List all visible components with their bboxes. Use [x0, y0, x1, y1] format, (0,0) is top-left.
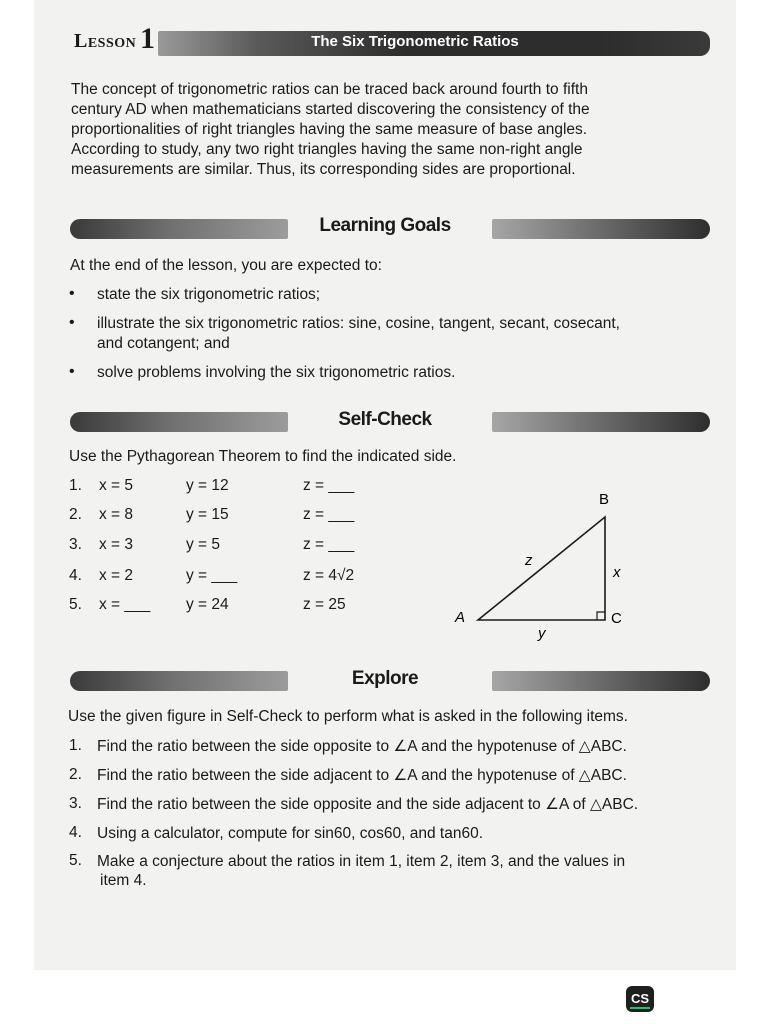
- lesson-number: 1: [140, 22, 155, 55]
- value-y: y = 24: [186, 596, 229, 613]
- value-y: y = ___: [186, 567, 238, 584]
- value-z: z = ___: [303, 477, 355, 494]
- explore-item-5-cont: item 4.: [100, 872, 147, 889]
- lesson-title: The Six Trigonometric Ratios: [311, 33, 519, 50]
- learning-goals-lead: At the end of the lesson, you are expected to:: [70, 257, 382, 274]
- explore-item-2: Find the ratio between the side adjacent to ∠A and the hypotenuse of △ABC.: [97, 767, 627, 784]
- item-number: 5.: [69, 596, 82, 613]
- self-check-banner-right: [492, 412, 710, 432]
- side-z-label: z: [525, 552, 533, 569]
- learning-goal-1: state the six trigonometric ratios;: [97, 286, 321, 303]
- intro-line-5: measurements are similar. Thus, its corresponding sides are proportional.: [71, 161, 576, 178]
- vertex-c-label: C: [611, 610, 622, 627]
- value-z: z = ___: [303, 506, 355, 523]
- self-check-title: Self-Check: [338, 409, 432, 430]
- item-number: 2.: [69, 766, 82, 783]
- item-number: 4.: [69, 824, 82, 841]
- lesson-label: Lesson: [74, 30, 137, 52]
- camscanner-logo-icon: CS: [626, 986, 654, 1012]
- learning-goals-banner-left: [70, 219, 288, 239]
- explore-item-5: Make a conjecture about the ratios in item 1, item 2, item 3, and the values in: [97, 853, 626, 870]
- value-x: x = 5: [99, 477, 134, 494]
- value-x: x = 3: [99, 536, 134, 553]
- value-x: x = 8: [99, 506, 134, 523]
- value-y: y = 12: [186, 477, 229, 494]
- side-x-label: x: [613, 564, 621, 581]
- learning-goals-banner-right: [492, 219, 710, 239]
- bullet-icon: •: [69, 363, 75, 380]
- item-number: 3.: [69, 795, 82, 812]
- item-number: 5.: [69, 852, 82, 869]
- value-z: z = 4√2: [303, 567, 355, 584]
- intro-line-4: According to study, any two right triangles having the same non-right angle: [71, 141, 583, 158]
- right-triangle-figure: [440, 480, 650, 645]
- item-number: 1.: [69, 737, 82, 754]
- explore-item-1: Find the ratio between the side opposite to ∠A and the hypotenuse of △ABC.: [97, 738, 627, 755]
- intro-line-1: The concept of trigonometric ratios can be traced back around fourth to fifth: [71, 81, 588, 98]
- self-check-banner-left: [70, 412, 288, 432]
- learning-goal-2-cont: and cotangent; and: [97, 335, 230, 352]
- item-number: 3.: [69, 536, 82, 553]
- explore-banner-left: [70, 671, 288, 691]
- intro-line-3: proportionalities of right triangles having the same measure of base angles.: [71, 121, 588, 138]
- bullet-icon: •: [69, 285, 75, 302]
- explore-banner-right: [492, 671, 710, 691]
- vertex-b-label: B: [599, 491, 610, 508]
- value-z: z = ___: [303, 536, 355, 553]
- triangle-shape: [478, 517, 605, 620]
- learning-goal-2: illustrate the six trigonometric ratios: sine, cosine, tangent, secant, cosecant,: [97, 315, 620, 332]
- vertex-a-label: A: [455, 609, 466, 626]
- self-check-lead: Use the Pythagorean Theorem to find the indicated side.: [69, 448, 457, 465]
- value-x: x = 2: [99, 567, 134, 584]
- right-angle-marker: [597, 612, 605, 620]
- bullet-icon: •: [69, 314, 75, 331]
- side-y-label: y: [538, 625, 546, 642]
- explore-item-3: Find the ratio between the side opposite and the side adjacent to ∠A of △ABC.: [97, 796, 639, 813]
- value-y: y = 15: [186, 506, 229, 523]
- explore-lead: Use the given figure in Self-Check to perform what is asked in the following items.: [68, 708, 628, 725]
- explore-title: Explore: [351, 668, 419, 689]
- learning-goal-3: solve problems involving the six trigonometric ratios.: [97, 364, 456, 381]
- value-z: z = 25: [303, 596, 346, 613]
- item-number: 1.: [69, 477, 82, 494]
- learning-goals-title: Learning Goals: [319, 215, 451, 236]
- value-x: x = ___: [99, 596, 151, 613]
- value-y: y = 5: [186, 536, 221, 553]
- item-number: 2.: [69, 506, 82, 523]
- item-number: 4.: [69, 567, 82, 584]
- intro-line-2: century AD when mathematicians started discovering the consistency of the: [71, 101, 590, 118]
- explore-item-4: Using a calculator, compute for sin60, cos60, and tan60.: [97, 825, 484, 842]
